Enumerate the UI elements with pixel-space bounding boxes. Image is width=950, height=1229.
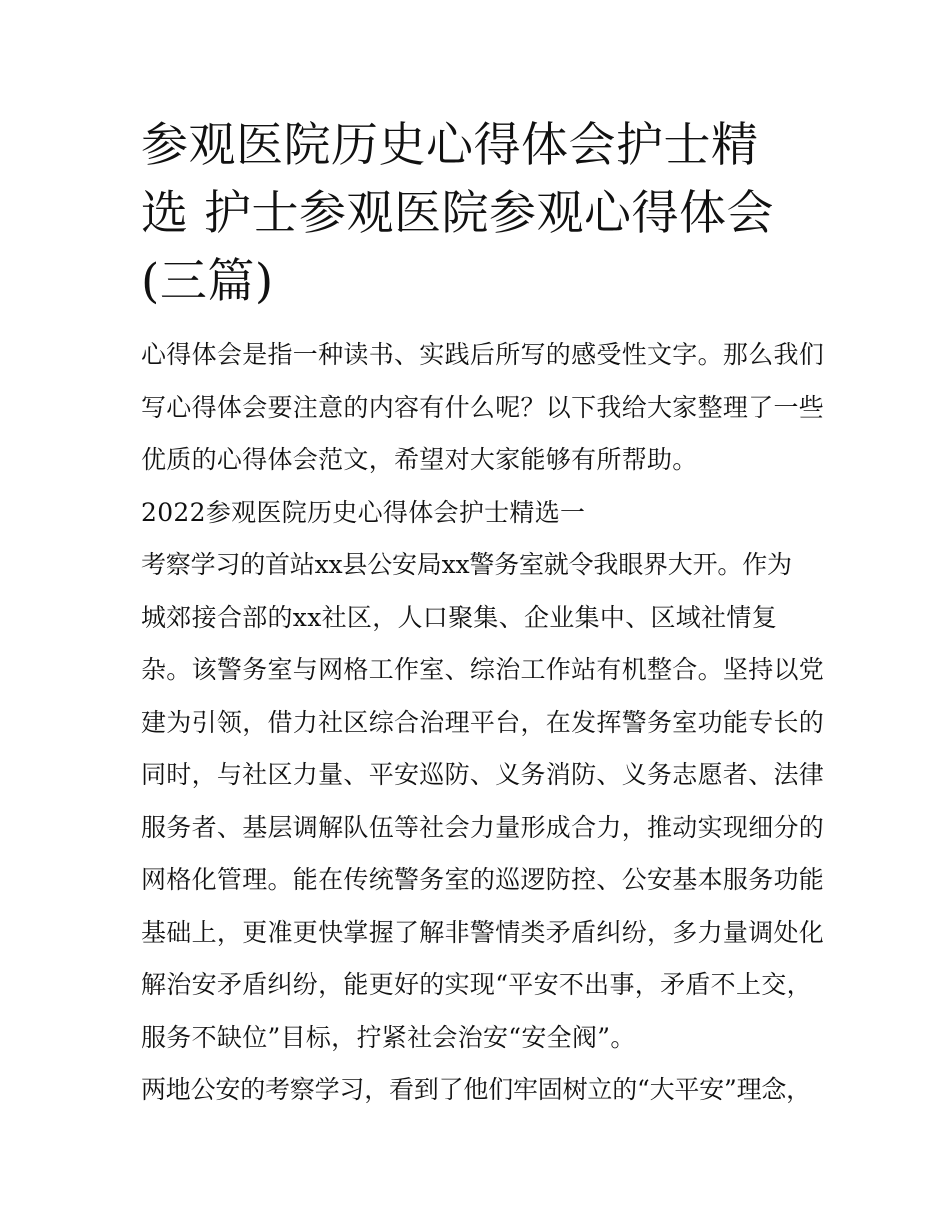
body-line: 服务者、基层调解队伍等社会力量形成合力，推动实现细分的 <box>141 812 825 842</box>
body-line: 建为引领，借力社区综合治理平台，在发挥警务室功能专长的 <box>141 707 825 737</box>
body-line: 同时，与社区力量、平安巡防、义务消防、义务志愿者、法律 <box>141 760 825 789</box>
body-line: 城郊接合部的xx社区，人口聚集、企业集中、区域社情复 <box>141 602 778 632</box>
body-line: 写心得体会要注意的内容有什么呢？以下我给大家整理了一些 <box>141 392 825 422</box>
body-line: 杂。该警务室与网格工作室、综治工作站有机整合。坚持以党 <box>141 655 825 684</box>
body-line: 服务不缺位”目标，拧紧社会治安“安全阀”。 <box>141 1022 636 1052</box>
document-page <box>141 112 825 1117</box>
body-line: 解治安矛盾纠纷，能更好的实现“平安不出事，矛盾不上交， <box>141 970 812 999</box>
body-line: 优质的心得体会范文，希望对大家能够有所帮助。 <box>141 445 698 474</box>
body-line: 考察学习的首站xx县公安局xx警务室就令我眼界大开。作为 <box>141 550 792 579</box>
body-line: 心得体会是指一种读书、实践后所写的感受性文字。那么我们 <box>141 340 825 369</box>
section-heading: 2022参观医院历史心得体会护士精选一 <box>141 497 586 527</box>
body-line: 网格化管理。能在传统警务室的巡逻防控、公安基本服务功能 <box>141 865 825 894</box>
body-line: 两地公安的考察学习，看到了他们牢固树立的“大平安”理念， <box>141 1075 811 1104</box>
title-line: 参观医院历史心得体会护士精 <box>141 118 759 173</box>
body-line: 基础上，更准更快掌握了解非警情类矛盾纠纷，多力量调处化 <box>141 917 825 947</box>
title-line: 选 护士参观医院参观心得体会 <box>141 186 774 241</box>
document-title <box>141 112 813 316</box>
title-line: (三篇) <box>141 254 274 309</box>
document-body <box>141 329 825 1117</box>
